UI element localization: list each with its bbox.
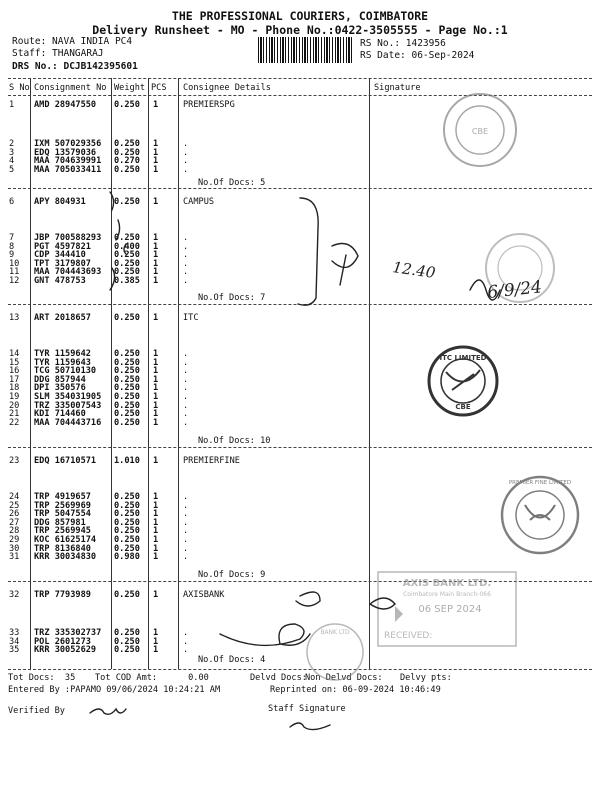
cell-pcs: 1 [153, 636, 159, 647]
cell-sno: 10 [9, 258, 20, 269]
cell-sno: 27 [9, 517, 20, 528]
cell-pcs: 1 [153, 517, 159, 528]
consignee-dot: . [183, 156, 189, 167]
cell-weight: 0.250 [114, 628, 140, 638]
cell-sno: 35 [9, 645, 20, 656]
consignee-dot: . [183, 526, 189, 537]
cell-sno: 9 [9, 250, 15, 261]
cell-pcs: 1 [153, 313, 159, 323]
cell-consignment: EDQ 16710571 [34, 456, 97, 466]
cell-weight: 0.250 [114, 357, 140, 368]
consignee-dot: . [183, 241, 189, 252]
cell-sno: 14 [9, 349, 20, 359]
cell-sno: 26 [9, 509, 20, 520]
cell-pcs: 1 [153, 349, 159, 359]
axis-stamp-received: RECEIVED: [384, 631, 433, 641]
cell-consignment: TRP 4919657 [34, 492, 91, 502]
col-pcs: PCS [151, 83, 167, 93]
consignee-name: ITC [183, 313, 199, 323]
consignee-dot: . [183, 383, 189, 394]
consignee-dot: . [183, 250, 189, 261]
tot-cod: Tot COD Amt: 0.00 [95, 673, 209, 683]
cell-consignment: TRZ 335302737 [34, 628, 102, 638]
cell-sno: 24 [9, 492, 20, 502]
cell-weight: 0.250 [114, 197, 140, 207]
cell-pcs: 1 [153, 241, 159, 252]
cell-weight: 0.250 [114, 417, 140, 428]
cell-weight: 0.250 [114, 590, 140, 600]
route-label: Route: NAVA INDIA PC4 [12, 36, 133, 47]
cell-weight: 0.250 [114, 543, 140, 554]
consignee-dot: . [183, 233, 189, 243]
cell-consignment: AMD 28947550 [34, 100, 97, 110]
cell-consignment: PGT 4597821 [34, 241, 91, 252]
cell-pcs: 1 [153, 357, 159, 368]
cell-sno: 8 [9, 241, 15, 252]
cell-weight: 0.270 [114, 156, 140, 167]
cell-weight: 0.250 [114, 258, 140, 269]
handwritten-date: 6/9/24 [486, 277, 543, 303]
runsheet-title: Delivery Runsheet - MO - Phone No.:0422-3505555 - Page No.:1 [92, 23, 508, 37]
company-title: THE PROFESSIONAL COURIERS, COIMBATORE [171, 9, 429, 23]
cell-pcs: 1 [153, 366, 159, 377]
col-consignee: Consignee Details [183, 83, 271, 93]
verified-signature [90, 709, 126, 714]
consignee-dot: . [183, 517, 189, 528]
delvd-docs: Delvd Docs: [250, 673, 307, 683]
cell-weight: 0.980 [114, 552, 140, 563]
cell-consignment: APY 804931 [34, 197, 86, 207]
cell-consignment: CDP 344410 [34, 250, 86, 261]
cell-pcs: 1 [153, 526, 159, 537]
tick-marks [110, 192, 126, 290]
axis-bank-stamp [378, 572, 516, 646]
cell-weight: 0.250 [114, 366, 140, 377]
cell-consignment: TRZ 335007543 [34, 400, 102, 411]
cell-sno: 19 [9, 392, 20, 402]
consignee-dot: . [183, 492, 189, 502]
docs-count: No.Of Docs: 5 [198, 178, 266, 188]
col-weight: Weight [114, 83, 146, 93]
itc-stamp-bottom: CBE [455, 403, 471, 411]
consignee-dot: . [183, 636, 189, 647]
consignee-dot: . [183, 400, 189, 411]
consignee-dot: . [183, 392, 189, 402]
cell-consignment: JBP 700588293 [34, 233, 102, 243]
cell-weight: 0.385 [114, 276, 140, 286]
cell-consignment: MAA 704639991 [34, 156, 102, 167]
bracket-mark [298, 198, 318, 305]
cell-sno: 29 [9, 535, 20, 545]
rs-date: RS Date: 06-Sep-2024 [360, 50, 475, 61]
col-consignment: Consignment No [34, 83, 107, 93]
cell-consignment: TRP 7793989 [34, 590, 91, 600]
cbe-stamp [444, 94, 516, 166]
cell-consignment: DDG 857944 [34, 374, 86, 385]
cell-consignment: KRR 30052629 [34, 645, 97, 656]
cell-consignment: GNT 478753 [34, 276, 86, 286]
cell-sno: 28 [9, 526, 20, 537]
cell-sno: 7 [9, 233, 15, 243]
cell-weight: 0.250 [114, 526, 140, 537]
docs-count: No.Of Docs: 9 [198, 570, 266, 580]
cell-consignment: SLM 354031905 [34, 392, 102, 402]
axis-stamp-date: 06 SEP 2024 [418, 604, 482, 615]
cell-pcs: 1 [153, 645, 159, 656]
axis-stamp-name: AXIS BANK LTD. [402, 578, 492, 589]
cell-consignment: DPI 350576 [34, 383, 86, 394]
cell-pcs: 1 [153, 456, 159, 466]
consignee-dot: . [183, 509, 189, 520]
cell-consignment: TYR 1159643 [34, 357, 91, 368]
cell-pcs: 1 [153, 535, 159, 545]
cell-pcs: 1 [153, 509, 159, 520]
delvy-pts: Delvy pts: [400, 673, 452, 683]
cell-consignment: KRR 30034830 [34, 552, 97, 563]
cell-weight: 0.250 [114, 349, 140, 359]
cell-consignment: MAA 705033411 [34, 164, 102, 175]
cell-weight: 0.250 [114, 492, 140, 502]
docs-count: No.Of Docs: 10 [198, 436, 271, 446]
cell-consignment: TRP 5047554 [34, 509, 91, 520]
cell-sno: 12 [9, 276, 20, 286]
cell-sno: 30 [9, 543, 20, 554]
consignee-name: AXISBANK [183, 590, 225, 600]
cell-weight: 0.400 [114, 241, 140, 252]
cell-pcs: 1 [153, 139, 159, 149]
cell-pcs: 1 [153, 258, 159, 269]
axis-stamp-branch: Coimbatore Main Branch-066 [403, 591, 491, 598]
entered-by: Entered By :PAPAMO 09/06/2024 10:24:21 AM [8, 685, 221, 695]
cell-sno: 15 [9, 357, 20, 368]
cell-consignment: KOC 61625174 [34, 535, 97, 545]
cell-pcs: 1 [153, 500, 159, 511]
cell-pcs: 1 [153, 156, 159, 167]
cell-sno: 21 [9, 409, 20, 420]
consignee-dot: . [183, 258, 189, 269]
drs-number: DRS No.: DCJB142395601 [12, 61, 138, 72]
consignee-dot: . [183, 535, 189, 545]
cell-sno: 32 [9, 590, 20, 600]
cell-sno: 25 [9, 500, 20, 511]
cell-weight: 0.250 [114, 139, 140, 149]
cell-weight: 0.250 [114, 392, 140, 402]
cell-pcs: 1 [153, 400, 159, 411]
cell-consignment: POL 2601273 [34, 636, 91, 647]
cell-weight: 0.250 [114, 636, 140, 647]
consignee-dot: . [183, 164, 189, 175]
cell-weight: 0.250 [114, 500, 140, 511]
cell-sno: 11 [9, 267, 20, 278]
cell-consignment: IXM 507029356 [34, 139, 102, 149]
cell-sno: 16 [9, 366, 20, 377]
consignee-name: CAMPUS [183, 197, 215, 207]
col-sno: S No [9, 83, 30, 93]
premier-stamp-text: PREMIER FINE LIMITED [508, 480, 572, 486]
cell-sno: 13 [9, 313, 20, 323]
cell-pcs: 1 [153, 100, 159, 110]
cell-weight: 0.250 [114, 313, 140, 323]
reprinted-on: Reprinted on: 06-09-2024 10:46:49 [270, 685, 441, 695]
cell-sno: 20 [9, 400, 20, 411]
bank-round-stamp [307, 624, 363, 680]
cell-pcs: 1 [153, 628, 159, 638]
consignee-dot: . [183, 417, 189, 428]
itc-stamp [429, 347, 497, 415]
cell-pcs: 1 [153, 276, 159, 286]
cell-pcs: 1 [153, 552, 159, 563]
consignee-name: PREMIERFINE [183, 456, 240, 466]
consignee-dot: . [183, 366, 189, 377]
cell-consignment: DDG 857981 [34, 517, 86, 528]
tot-docs: Tot Docs: 35 [8, 673, 76, 683]
cell-consignment: KDI 714460 [34, 409, 86, 420]
consignee-dot: . [183, 267, 189, 278]
handwriting [90, 192, 500, 730]
cell-weight: 0.250 [114, 164, 140, 175]
cell-consignment: EDQ 13579036 [34, 147, 97, 158]
cell-weight: 0.250 [114, 147, 140, 158]
verified-by: Verified By [8, 706, 65, 716]
cell-consignment: TRP 2569969 [34, 500, 91, 511]
cell-pcs: 1 [153, 164, 159, 175]
cell-consignment: TPT 3179807 [34, 258, 91, 269]
consignee-dot: . [183, 628, 189, 638]
cell-weight: 0.250 [114, 645, 140, 656]
cell-pcs: 1 [153, 383, 159, 394]
rs-number: RS No.: 1423956 [360, 38, 446, 49]
cell-pcs: 1 [153, 492, 159, 502]
cell-pcs: 1 [153, 590, 159, 600]
cell-pcs: 1 [153, 417, 159, 428]
consignee-dot: . [183, 543, 189, 554]
cell-sno: 2 [9, 139, 15, 149]
consignee-dot: . [183, 276, 189, 286]
cell-consignment: MAA 704443693 [34, 267, 102, 278]
staff-signature-stroke [290, 723, 330, 730]
consignee-dot: . [183, 374, 189, 385]
cell-sno: 22 [9, 417, 20, 428]
cell-sno: 3 [9, 147, 15, 158]
cell-sno: 23 [9, 456, 20, 466]
consignee-dot: . [183, 409, 189, 420]
consignee-dot: . [183, 552, 189, 563]
cell-consignment: TCG 50710130 [34, 366, 97, 377]
cell-pcs: 1 [153, 250, 159, 261]
cell-weight: 0.250 [114, 250, 140, 261]
cell-sno: 17 [9, 374, 20, 385]
cell-weight: 0.250 [114, 383, 140, 394]
cell-weight: 0.250 [114, 100, 140, 110]
consignee-dot: . [183, 349, 189, 359]
cell-weight: 0.250 [114, 409, 140, 420]
cell-sno: 5 [9, 164, 15, 175]
cell-pcs: 1 [153, 409, 159, 420]
consignee-dot: . [183, 147, 189, 158]
col-signature: Signature [374, 83, 421, 93]
consignee-dot: . [183, 645, 189, 656]
signature-bottom [220, 624, 310, 645]
bank-round-stamp-text: BANK LTD [320, 629, 350, 636]
handwritten-time: 12.40 [391, 258, 437, 282]
signature-axis [296, 592, 395, 609]
cell-consignment: TRP 8136840 [34, 543, 91, 554]
cell-pcs: 1 [153, 543, 159, 554]
cell-consignment: TRP 2569945 [34, 526, 91, 537]
consignee-dot: . [183, 357, 189, 368]
cell-weight: 0.250 [114, 267, 140, 278]
cell-weight: 0.250 [114, 374, 140, 385]
itc-stamp-text: ITC LIMITED [439, 354, 487, 362]
consignee-dot: . [183, 139, 189, 149]
cell-consignment: ART 2018657 [34, 313, 91, 323]
docs-count: No.Of Docs: 4 [198, 655, 266, 665]
cell-sno: 33 [9, 628, 20, 638]
cell-weight: 0.250 [114, 509, 140, 520]
cell-sno: 4 [9, 156, 15, 167]
cell-sno: 18 [9, 383, 20, 394]
cell-weight: 0.250 [114, 400, 140, 411]
cell-sno: 6 [9, 197, 15, 207]
cell-pcs: 1 [153, 197, 159, 207]
staff-label: Staff: THANGARAJ [12, 48, 104, 59]
cell-sno: 31 [9, 552, 20, 563]
cell-sno: 34 [9, 636, 20, 647]
cell-pcs: 1 [153, 267, 159, 278]
cell-consignment: MAA 704443716 [34, 417, 102, 428]
staff-signature-label: Staff Signature [268, 704, 346, 714]
consignee-dot: . [183, 500, 189, 511]
cbe-stamp-text: CBE [471, 127, 489, 136]
non-delvd-docs: Non Delvd Docs: [305, 673, 383, 683]
consignee-name: PREMIERSPG [183, 100, 235, 110]
cell-weight: 0.250 [114, 233, 140, 243]
cell-weight: 1.010 [114, 456, 140, 466]
cell-pcs: 1 [153, 233, 159, 243]
docs-count: No.Of Docs: 7 [198, 293, 266, 303]
cell-weight: 0.250 [114, 517, 140, 528]
cell-weight: 0.250 [114, 535, 140, 545]
cell-pcs: 1 [153, 374, 159, 385]
cell-pcs: 1 [153, 392, 159, 402]
cell-sno: 1 [9, 100, 15, 110]
signature-campus [332, 244, 358, 285]
cell-consignment: TYR 1159642 [34, 349, 91, 359]
premier-stamp [502, 477, 578, 553]
cell-pcs: 1 [153, 147, 159, 158]
